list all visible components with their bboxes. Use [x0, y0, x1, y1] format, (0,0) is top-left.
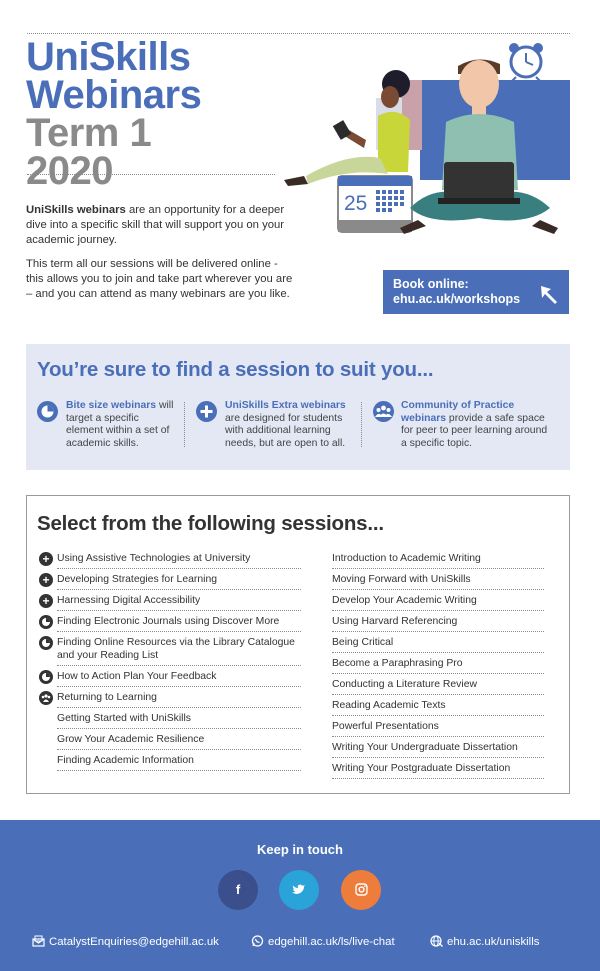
extra-label: UniSkills Extra webinars — [225, 400, 346, 411]
session-item[interactable]: Moving Forward with UniSkills — [332, 573, 544, 590]
globe-icon — [430, 935, 443, 947]
facebook-icon: f — [235, 882, 241, 897]
top-divider — [27, 33, 570, 34]
website-text: ehu.ac.uk/uniskills — [447, 936, 540, 948]
plus-icon: + — [39, 552, 53, 566]
instagram-button[interactable] — [341, 870, 381, 910]
session-item[interactable]: Finding Electronic Journals using Discover More — [57, 615, 301, 632]
page-title — [26, 35, 202, 193]
email-icon — [32, 935, 45, 947]
title-line-1: UniSkills — [26, 35, 191, 79]
plus-icon — [196, 401, 217, 422]
session-item[interactable]: Getting Started with UniSkills — [57, 712, 301, 729]
session-item[interactable]: Introduction to Academic Writing — [332, 552, 544, 569]
title-divider — [27, 174, 275, 175]
bite-size-description — [66, 400, 174, 450]
title-line-3: Term 1 — [26, 111, 152, 155]
sessions-title: Select from the following sessions... — [37, 512, 384, 535]
live-chat-text: edgehill.ac.uk/ls/live-chat — [268, 936, 395, 948]
whatsapp-icon — [251, 935, 264, 947]
book-online-button[interactable] — [383, 270, 569, 314]
session-item[interactable]: Using Assistive Technologies at University — [57, 552, 301, 569]
session-item[interactable]: Writing Your Postgraduate Dissertation — [332, 762, 544, 779]
bite-size-icon — [39, 670, 53, 684]
session-types-title: You’re sure to find a session to suit you... — [37, 358, 434, 381]
column-divider — [361, 402, 362, 447]
bite-size-text: will target a specific element within a set of academic skills. — [66, 400, 174, 449]
intro-rest: are an opportunity for a deeper dive into a specific skill that will support you on your academic journey. — [26, 204, 285, 246]
extra-text: are designed for students with additional learning needs, but are open to all. — [225, 412, 346, 449]
calendar-icon — [338, 176, 412, 232]
plus-icon: + — [39, 573, 53, 587]
session-item[interactable]: Powerful Presentations — [332, 720, 544, 737]
session-item[interactable]: Develop Your Academic Writing — [332, 594, 544, 611]
alarm-clock-icon — [509, 43, 543, 81]
session-item[interactable]: Being Critical — [332, 636, 544, 653]
intro-bold: UniSkills webinars — [26, 204, 126, 216]
community-icon — [373, 401, 394, 422]
book-line-1: Book online: — [393, 277, 469, 291]
session-item[interactable]: Using Harvard Referencing — [332, 615, 544, 632]
book-link: ehu.ac.uk/workshops — [393, 292, 521, 306]
students-illustration — [278, 40, 570, 240]
cursor-arrow-icon — [539, 284, 561, 306]
email-text: CatalystEnquiries@edgehill.ac.uk — [49, 936, 219, 948]
community-icon — [39, 691, 53, 705]
keep-in-touch-heading: Keep in touch — [257, 842, 343, 857]
session-item[interactable]: Finding Academic Information — [57, 754, 301, 771]
title-line-4: 2020 — [26, 149, 113, 193]
hero-illustration — [278, 40, 570, 240]
instagram-icon — [355, 883, 368, 896]
email-link[interactable] — [32, 935, 219, 948]
intro-paragraph-2: This term all our sessions will be delivered online - this allows you to join and take part wherever you are – and you can attend as many webinars are you like. — [26, 258, 293, 300]
bite-size-icon — [39, 615, 53, 629]
calendar-day: 25 — [344, 192, 368, 215]
footer — [0, 820, 600, 971]
plus-icon: + — [39, 594, 53, 608]
column-divider — [184, 402, 185, 447]
twitter-button[interactable] — [279, 870, 319, 910]
facebook-button[interactable] — [218, 870, 258, 910]
session-item[interactable]: Become a Paraphrasing Pro — [332, 657, 544, 674]
session-item[interactable]: Harnessing Digital Accessibility — [57, 594, 301, 611]
session-item[interactable]: Reading Academic Texts — [332, 699, 544, 716]
community-label: Community of Practice webinars — [401, 400, 515, 424]
community-description — [401, 400, 555, 450]
session-item[interactable]: Conducting a Literature Review — [332, 678, 544, 695]
session-item[interactable]: Writing Your Undergraduate Dissertation — [332, 741, 544, 758]
session-item[interactable]: Returning to Learning — [57, 691, 301, 708]
community-text: provide a safe space for peer to peer learning around a specific topic. — [401, 412, 548, 449]
intro-text — [26, 203, 296, 311]
title-line-2: Webinars — [26, 73, 202, 117]
session-types-panel — [26, 344, 570, 470]
sessions-box — [26, 495, 570, 794]
website-link[interactable] — [430, 935, 539, 948]
extra-description — [225, 400, 353, 450]
session-item[interactable]: How to Action Plan Your Feedback — [57, 670, 301, 687]
session-item[interactable]: Developing Strategies for Learning — [57, 573, 301, 590]
live-chat-link[interactable] — [251, 935, 395, 948]
intro-paragraph-1 — [26, 203, 296, 248]
twitter-icon — [292, 883, 306, 895]
bite-size-icon — [37, 401, 58, 422]
bite-size-label: Bite size webinars — [66, 400, 157, 411]
bite-size-icon — [39, 636, 53, 650]
woman-figure — [284, 70, 410, 186]
session-item[interactable]: Finding Online Resources via the Library Catalogue and your Reading List — [57, 636, 301, 666]
session-item[interactable]: Grow Your Academic Resilience — [57, 733, 301, 750]
